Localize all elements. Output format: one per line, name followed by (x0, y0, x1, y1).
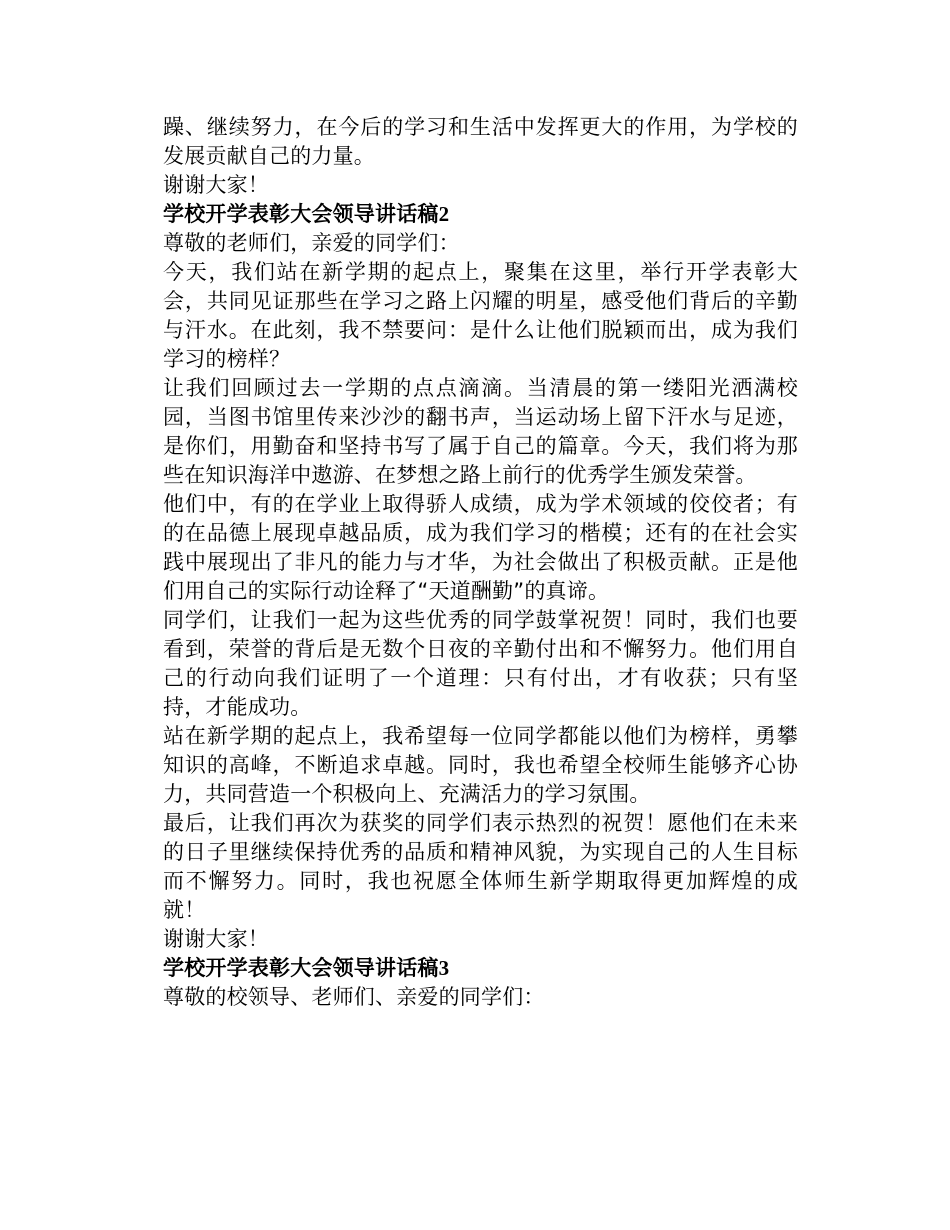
heading-number: 3 (438, 956, 450, 980)
paragraph: 尊敬的老师们，亲爱的同学们： (163, 231, 460, 255)
heading-text: 学校开学表彰大会领导讲话稿 (163, 202, 439, 226)
paragraph: 最后，让我们再次为获奖的同学们表示热烈的祝贺！愿他们在未来的日子里继续保持优秀的品质和精神风貌，为实现自己的人生目标而不懈努力。同时，我也祝愿全体师生新学期取得更加辉煌的成就！ (163, 811, 798, 922)
document-body (163, 113, 798, 1012)
paragraph: 谢谢大家！ (163, 173, 269, 197)
heading-number: 2 (438, 202, 450, 226)
paragraph: 站在新学期的起点上，我希望每一位同学都能以他们为榜样，勇攀知识的高峰，不断追求卓越。同时，我也希望全校师生能够齐心协力，共同营造一个积极向上、充满活力的学习氛围。 (163, 724, 798, 806)
paragraph: 谢谢大家！ (163, 927, 269, 951)
section-heading (163, 954, 798, 983)
paragraph: 尊敬的校领导、老师们、亲爱的同学们： (163, 985, 545, 1009)
paragraph: 同学们，让我们一起为这些优秀的同学鼓掌祝贺！同时，我们也要看到，荣誉的背后是无数个日夜的辛勤付出和不懈努力。他们用自己的行动向我们证明了一个道理：只有付出，才有收获；只有坚持，才能成功。 (163, 608, 798, 719)
paragraph: 今天，我们站在新学期的起点上，聚集在这里，举行开学表彰大会，共同见证那些在学习之路上闪耀的明星，感受他们背后的辛勤与汗水。在此刻，我不禁要问：是什么让他们脱颖而出，成为我们学习的榜样？ (163, 260, 798, 371)
paragraph: 他们中，有的在学业上取得骄人成绩，成为学术领域的佼佼者；有的在品德上展现卓越品质，成为我们学习的楷模；还有的在社会实践中展现出了非凡的能力与才华，为社会做出了积极贡献。正是他们用自己的实际行动诠释了“天道酬勤”的真谛。 (163, 492, 798, 603)
paragraph: 让我们回顾过去一学期的点点滴滴。当清晨的第一缕阳光洒满校园，当图书馆里传来沙沙的翻书声，当运动场上留下汗水与足迹，是你们，用勤奋和坚持书写了属于自己的篇章。今天，我们将为那些在知识海洋中遨游、在梦想之路上前行的优秀学生颁发荣誉。 (163, 376, 798, 487)
heading-text: 学校开学表彰大会领导讲话稿 (163, 956, 439, 980)
section-heading (163, 200, 798, 229)
paragraph: 躁、继续努力，在今后的学习和生活中发挥更大的作用，为学校的发展贡献自己的力量。 (163, 115, 798, 168)
